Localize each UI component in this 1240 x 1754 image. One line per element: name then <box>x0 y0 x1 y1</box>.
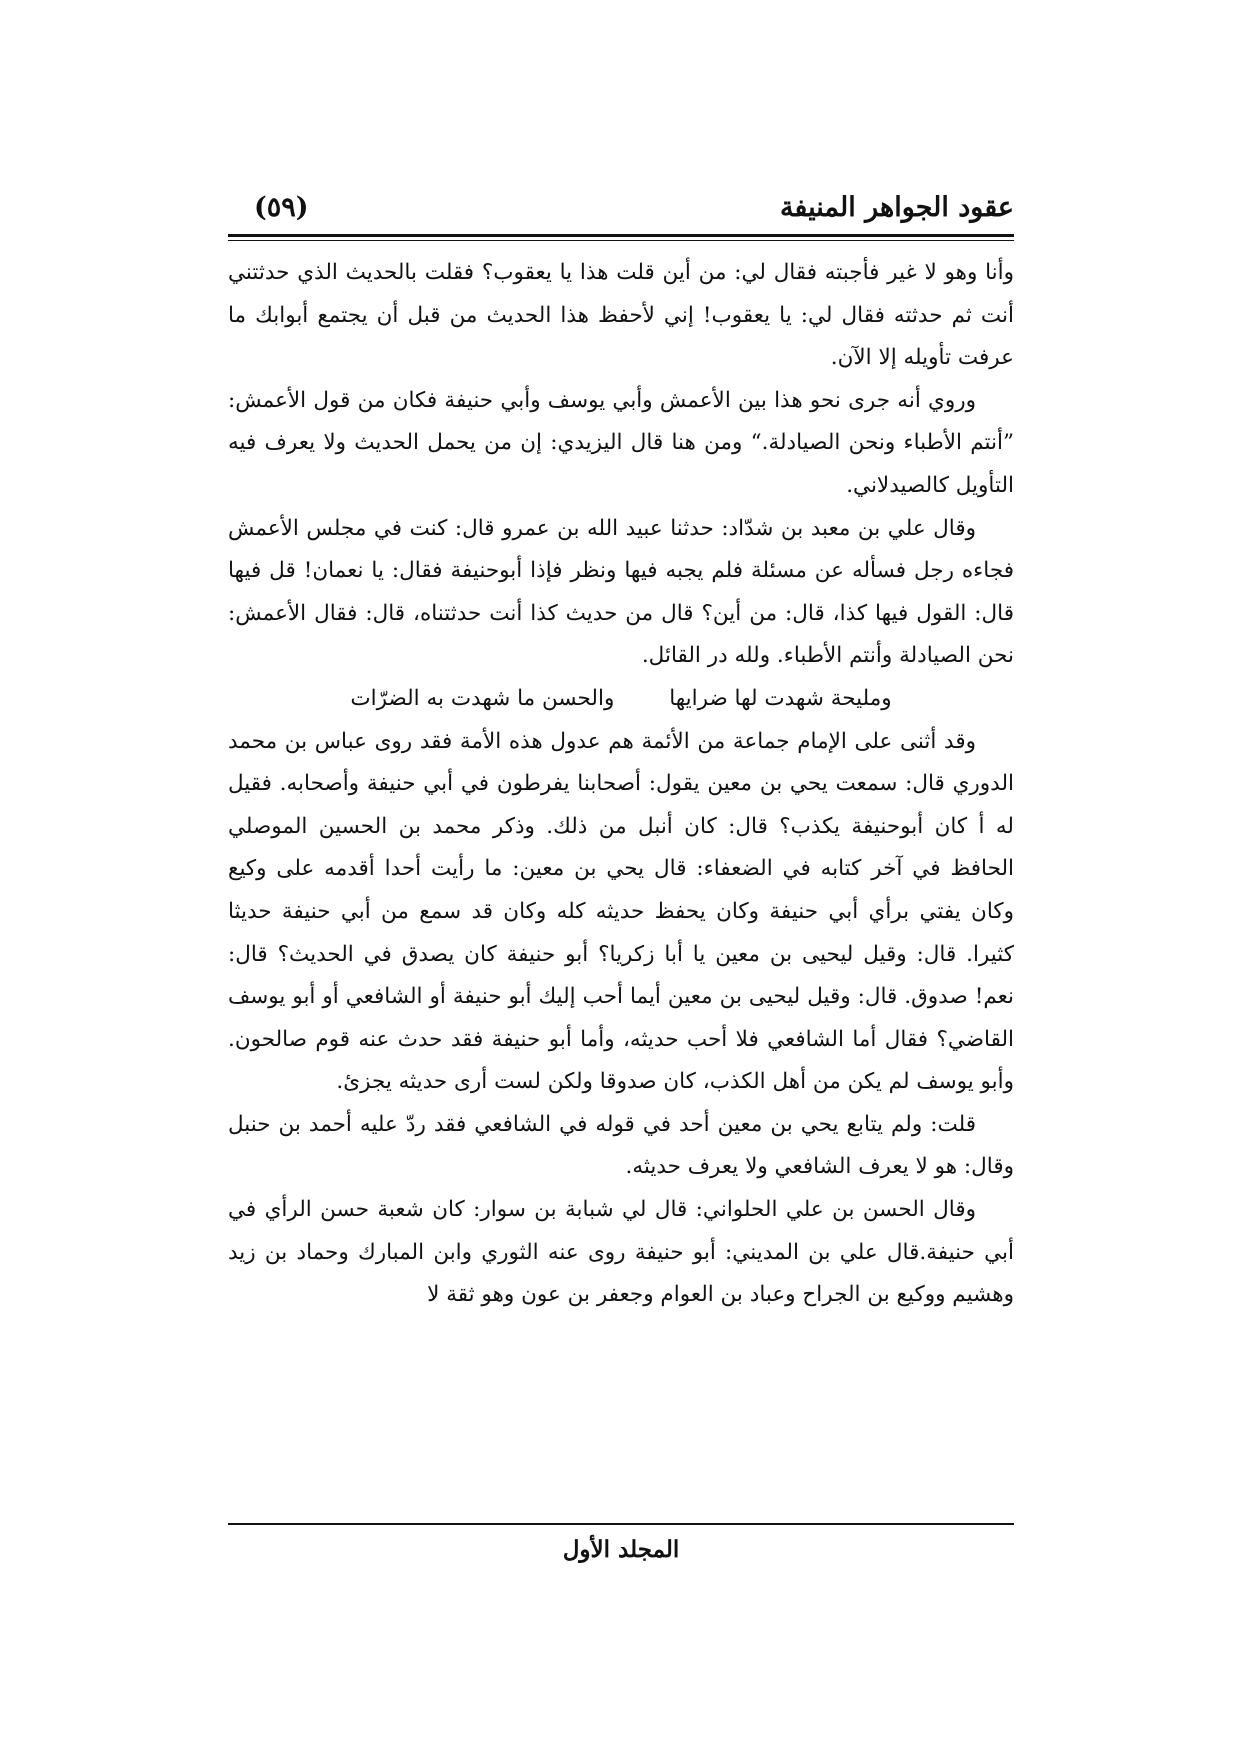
paragraph: وأنا وهو لا غير فأجبته فقال لي: من أين قلت هذا يا يعقوب؟ فقلت بالحديث الذي حدثتني أنت ثم حدثته فقال لي: يا يعقوب! إني لأحفظ هذا الحديث من قبل أن يجتمع أبوابك ما عرفت تأويله إلا الآن. <box>228 260 1014 371</box>
header-rule-thick <box>228 234 1014 237</box>
page-header <box>228 184 1014 232</box>
main-text <box>228 252 1014 1317</box>
page-footer: المجلد الأول <box>562 1536 680 1563</box>
verse-second-hemistich: والحسن ما شهدت به الضرّات <box>350 685 615 711</box>
paragraph: قلت: ولم يتابع يحي بن معين أحد في قوله في الشافعي فقد ردّ عليه أحمد بن حنبل وقال: هو لا يعرف الشافعي ولا يعرف حديثه. <box>228 1111 1014 1180</box>
page-number: (٥٩) <box>254 192 309 223</box>
paragraph: وروي أنه جرى نحو هذا بين الأعمش وأبي يوسف وأبي حنيفة فكان من قول الأعمش: ”أنتم الأطباء ونحن الصيادلة.“ ومن هنا قال اليزيدي: إن من يحمل الحديث ولا يعرف فيه التأويل كالصيدلاني. <box>228 387 1014 498</box>
running-title: عقود الجواهر المنيفة <box>779 192 1014 223</box>
header-rule-thin <box>228 240 1014 241</box>
paragraph: وقد أثنى على الإمام جماعة من الأئمة هم عدول هذه الأمة فقد روى عباس بن محمد الدوري قال: سمعت يحي بن معين يقول: أصحابنا يفرطون في أبي حنيفة وأصحابه. فقيل له أ كان أبوحنيفة يكذب؟ قال: كان أنبل من ذلك. وذكر محمد بن الحسين الموصلي الحافظ في آخر كتابه في الضعفاء: قال يحي بن معين: ما رأيت أحدا أقدمه على وكيع وكان يفتي برأي أبي حنيفة وكان يحفظ حديثه كله وكان قد سمع من أبي حنيفة حديثا كثيرا. قال: وقيل ليحيى بن معين يا أبا زكريا؟ أبو حنيفة كان يصدق في الحديث؟ قال: نعم! صدوق. قال: وقيل ليحيى بن معين أيما أحب إليك أبو حنيفة أو الشافعي أو أبو يوسف القاضي؟ فقال أما الشافعي فلا أحب حديثه، وأما أبو حنيفة فقد حدث عنه قوم صالحون. وأبو يوسف لم يكن من أهل الكذب، كان صدوقا ولكن لست أرى حديثه يجزئ. <box>228 728 1014 1095</box>
verse-first-hemistich: ومليحة شهدت لها ضرايها <box>669 685 892 711</box>
verse-line <box>228 678 1014 721</box>
paragraph: وقال علي بن معبد بن شدّاد: حدثنا عبيد الله بن عمرو قال: كنت في مجلس الأعمش فجاءه رجل فسأله عن مسئلة فلم يجبه فيها ونظر فإذا أبوحنيفة فقال: يا نعمان! قل فيها قال: القول فيها كذا، قال: من أين؟ قال من حديث كذا أنت حدثتناه، قال: فقال الأعمش: نحن الصيادلة وأنتم الأطباء. ولله در القائل. <box>228 515 1014 669</box>
paragraph: وقال الحسن بن علي الحلواني: قال لي شبابة بن سوار: كان شعبة حسن الرأي في أبي حنيفة.قال علي بن المديني: أبو حنيفة روى عنه الثوري وابن المبارك وحماد بن زيد وهشيم ووكيع بن الجراح وعباد بن العوام وجعفر بن عون وهو ثقة لا <box>228 1197 1014 1308</box>
footer-rule <box>228 1523 1014 1525</box>
